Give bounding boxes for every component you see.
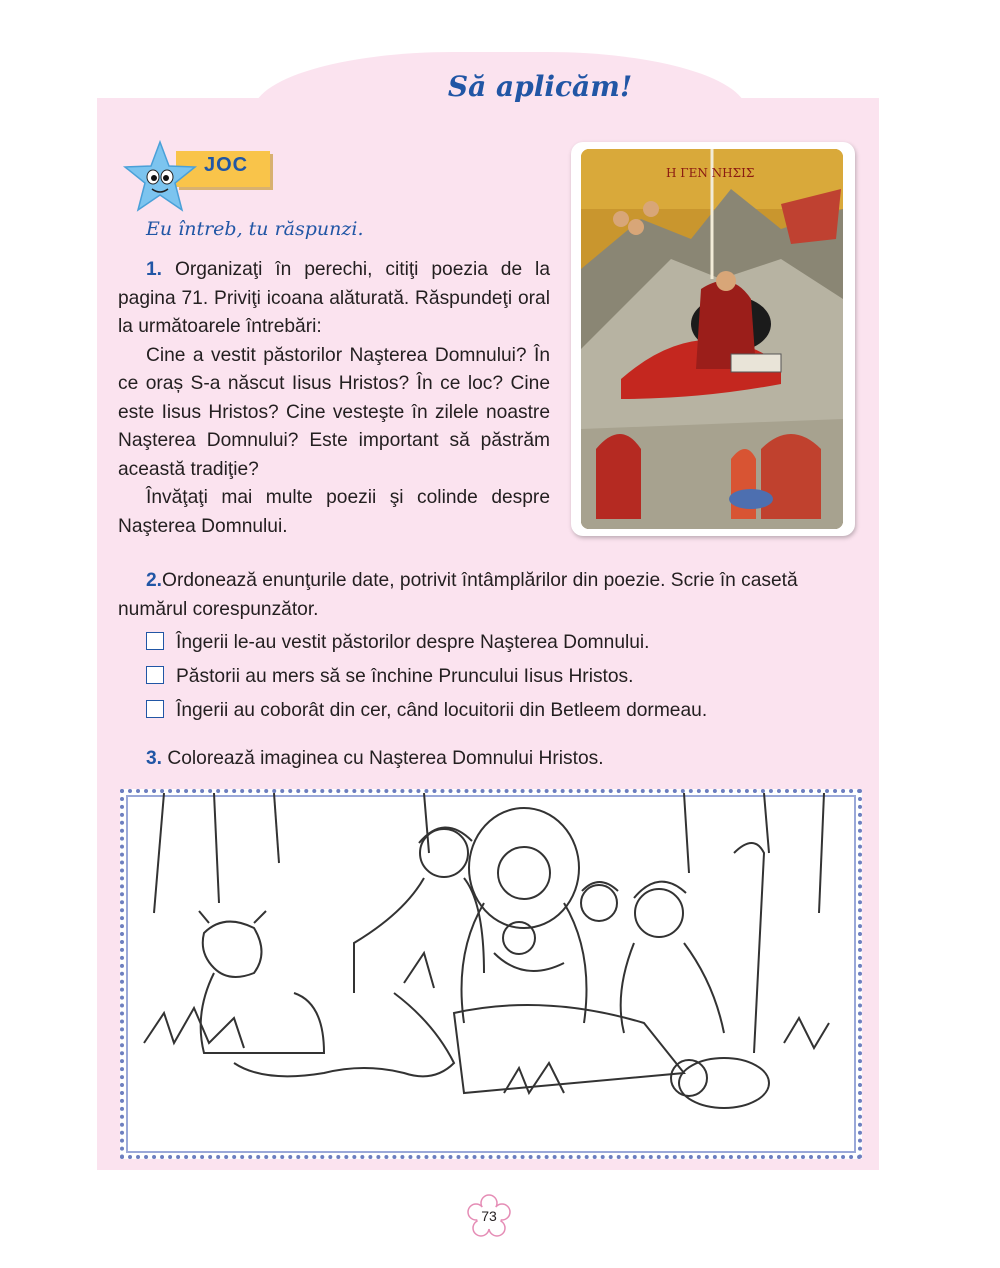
exercise-1-questions: Cine a vestit păstorilor Naşterea Domnului? În ce oraș S-a născut Iisus Hristos? În ce loc? Cine este Iisus Hristos? Cine vesteşte în zilele noastre Naşterea Domnului? Este important să păstrăm această tradiţie? bbox=[118, 344, 550, 480]
exercise-3-text: Colorează imaginea cu Naşterea Domnului Hristos. bbox=[167, 748, 604, 769]
exercise-1-task: Învăţaţi mai multe poezii şi colinde despre Naşterea Domnului. bbox=[118, 487, 550, 537]
ordering-item bbox=[146, 700, 707, 722]
exercise-1-number: 1. bbox=[146, 259, 163, 280]
joc-badge bbox=[122, 140, 282, 210]
ordering-item bbox=[146, 666, 633, 688]
ordering-item-text: Îngerii le-au vestit păstorilor despre Naşterea Domnului. bbox=[176, 632, 650, 653]
exercise-1-intro: Organizaţi în perechi, citiţi poezia de la pagina 71. Priviţi icoana alăturată. Răspundeţi oral la următoarele întrebări: bbox=[118, 259, 550, 337]
ordering-checkbox[interactable] bbox=[146, 632, 164, 650]
nativity-icon-image bbox=[581, 149, 843, 529]
exercise-3-number: 3. bbox=[146, 748, 163, 769]
icon-caption: Η ΓΕΝ ΝΗΣΙΣ bbox=[666, 166, 755, 180]
page-number-badge bbox=[466, 1194, 512, 1240]
star-mascot-icon bbox=[122, 140, 198, 216]
coloring-picture[interactable] bbox=[120, 789, 862, 1159]
ordering-item-text: Îngerii au coborât din cer, când locuitorii din Betleem dormeau. bbox=[176, 700, 708, 721]
exercise-1 bbox=[118, 256, 550, 541]
ordering-item-text: Păstorii au mers să se închine Pruncului Iisus Hristos. bbox=[176, 666, 634, 687]
page-number: 73 bbox=[481, 1208, 497, 1224]
ordering-checkbox[interactable] bbox=[146, 666, 164, 684]
joc-label: JOC bbox=[204, 154, 249, 176]
exercise-3 bbox=[146, 748, 604, 770]
exercise-subtitle: Eu întreb, tu răspunzi. bbox=[146, 218, 364, 240]
ordering-item bbox=[146, 632, 650, 654]
page-title: Să aplicăm! bbox=[447, 70, 633, 103]
exercise-2-number: 2. bbox=[146, 570, 163, 591]
exercise-2 bbox=[118, 567, 858, 624]
ordering-checkbox[interactable] bbox=[146, 700, 164, 718]
exercise-2-text: Ordonează enunţurile date, potrivit întâmplărilor din poezie. Scrie în casetă numărul corespunzător. bbox=[118, 570, 798, 620]
nativity-icon-frame bbox=[571, 142, 855, 536]
